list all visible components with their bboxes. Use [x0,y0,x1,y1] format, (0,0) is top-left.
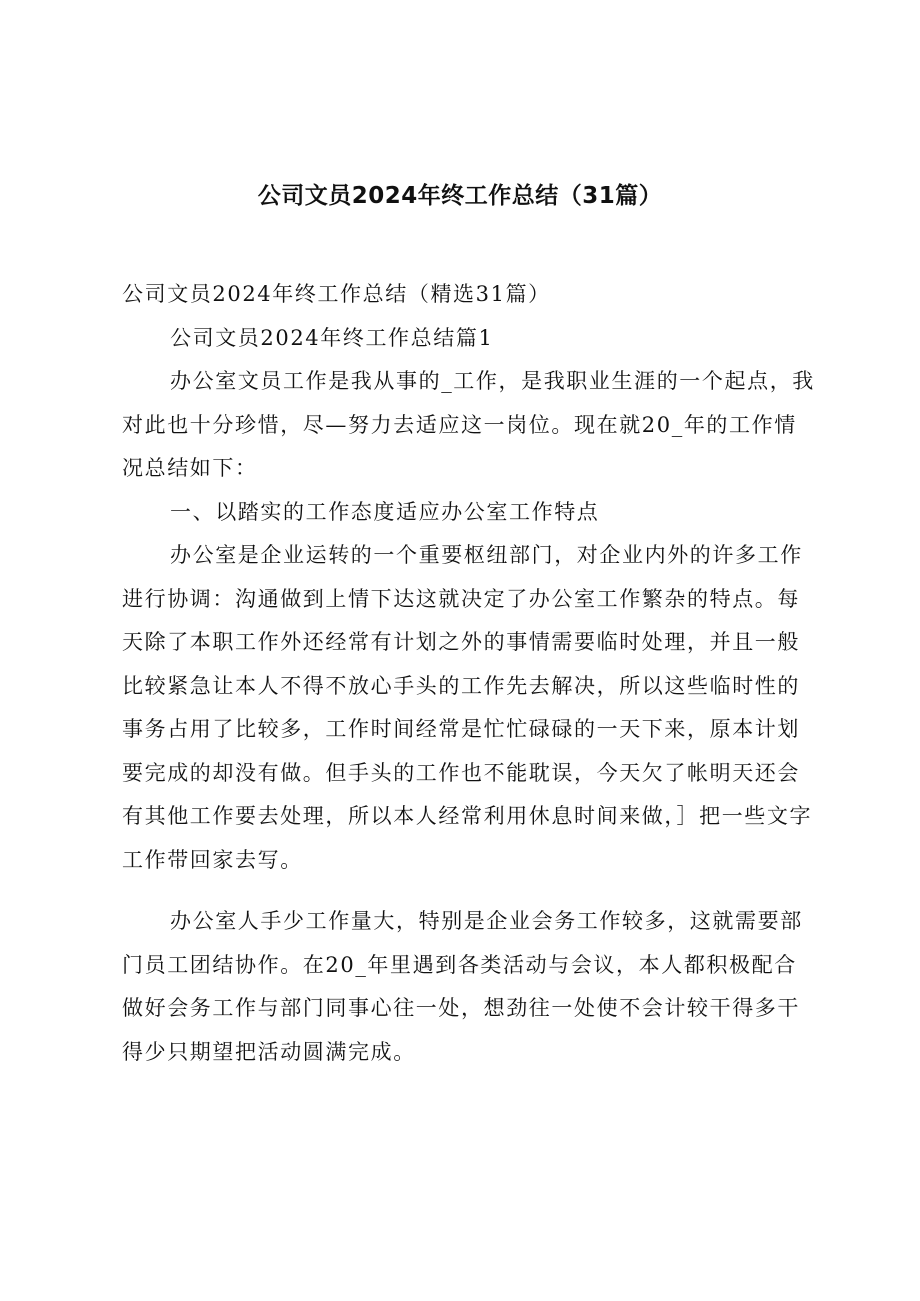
document-body [122,273,818,1074]
document-title: 公司文员2024年终工作总结（31篇） [257,183,663,209]
document-subtitle: 公司文员2024年终工作总结（精选31篇） [122,282,551,306]
paragraph-intro: 办公室文员工作是我从事的_工作，是我职业生涯的一个起点，我对此也十分珍惜，尽—努力去适应这一岗位。现在就20_年的工作情况总结如下： [122,369,815,480]
section-heading: 公司文员2024年终工作总结篇1 [170,325,494,350]
paragraph-office-role: 办公室是企业运转的一个重要枢纽部门，对企业内外的许多工作进行协调：沟通做到上情下达这就决定了办公室工作繁杂的特点。每天除了本职工作外还经常有计划之外的事情需要临时处理，并且一般比较紧急让本人不得不放心手头的工作先去解决，所以这些临时性的事务占用了比较多，工作时间经常是忙忙碌碌的一天下来，原本计划要完成的却没有做。但手头的工作也不能耽误，今天欠了帐明天还会有其他工作要去处理，所以本人经常利用休息时间来做，］把一些文字工作带回家去写。 [122,543,813,872]
paragraph-teamwork: 办公室人手少工作量大，特别是企业会务工作较多，这就需要部门员工团结协作。在20_年里遇到各类活动与会议，本人都积极配合做好会务工作与部门同事心往一处，想劲往一处使不会计较干得多干得少只期望把活动圆满完成。 [122,909,803,1064]
paragraph-heading-one: 一、以踏实的工作态度适应办公室工作特点 [170,499,600,524]
